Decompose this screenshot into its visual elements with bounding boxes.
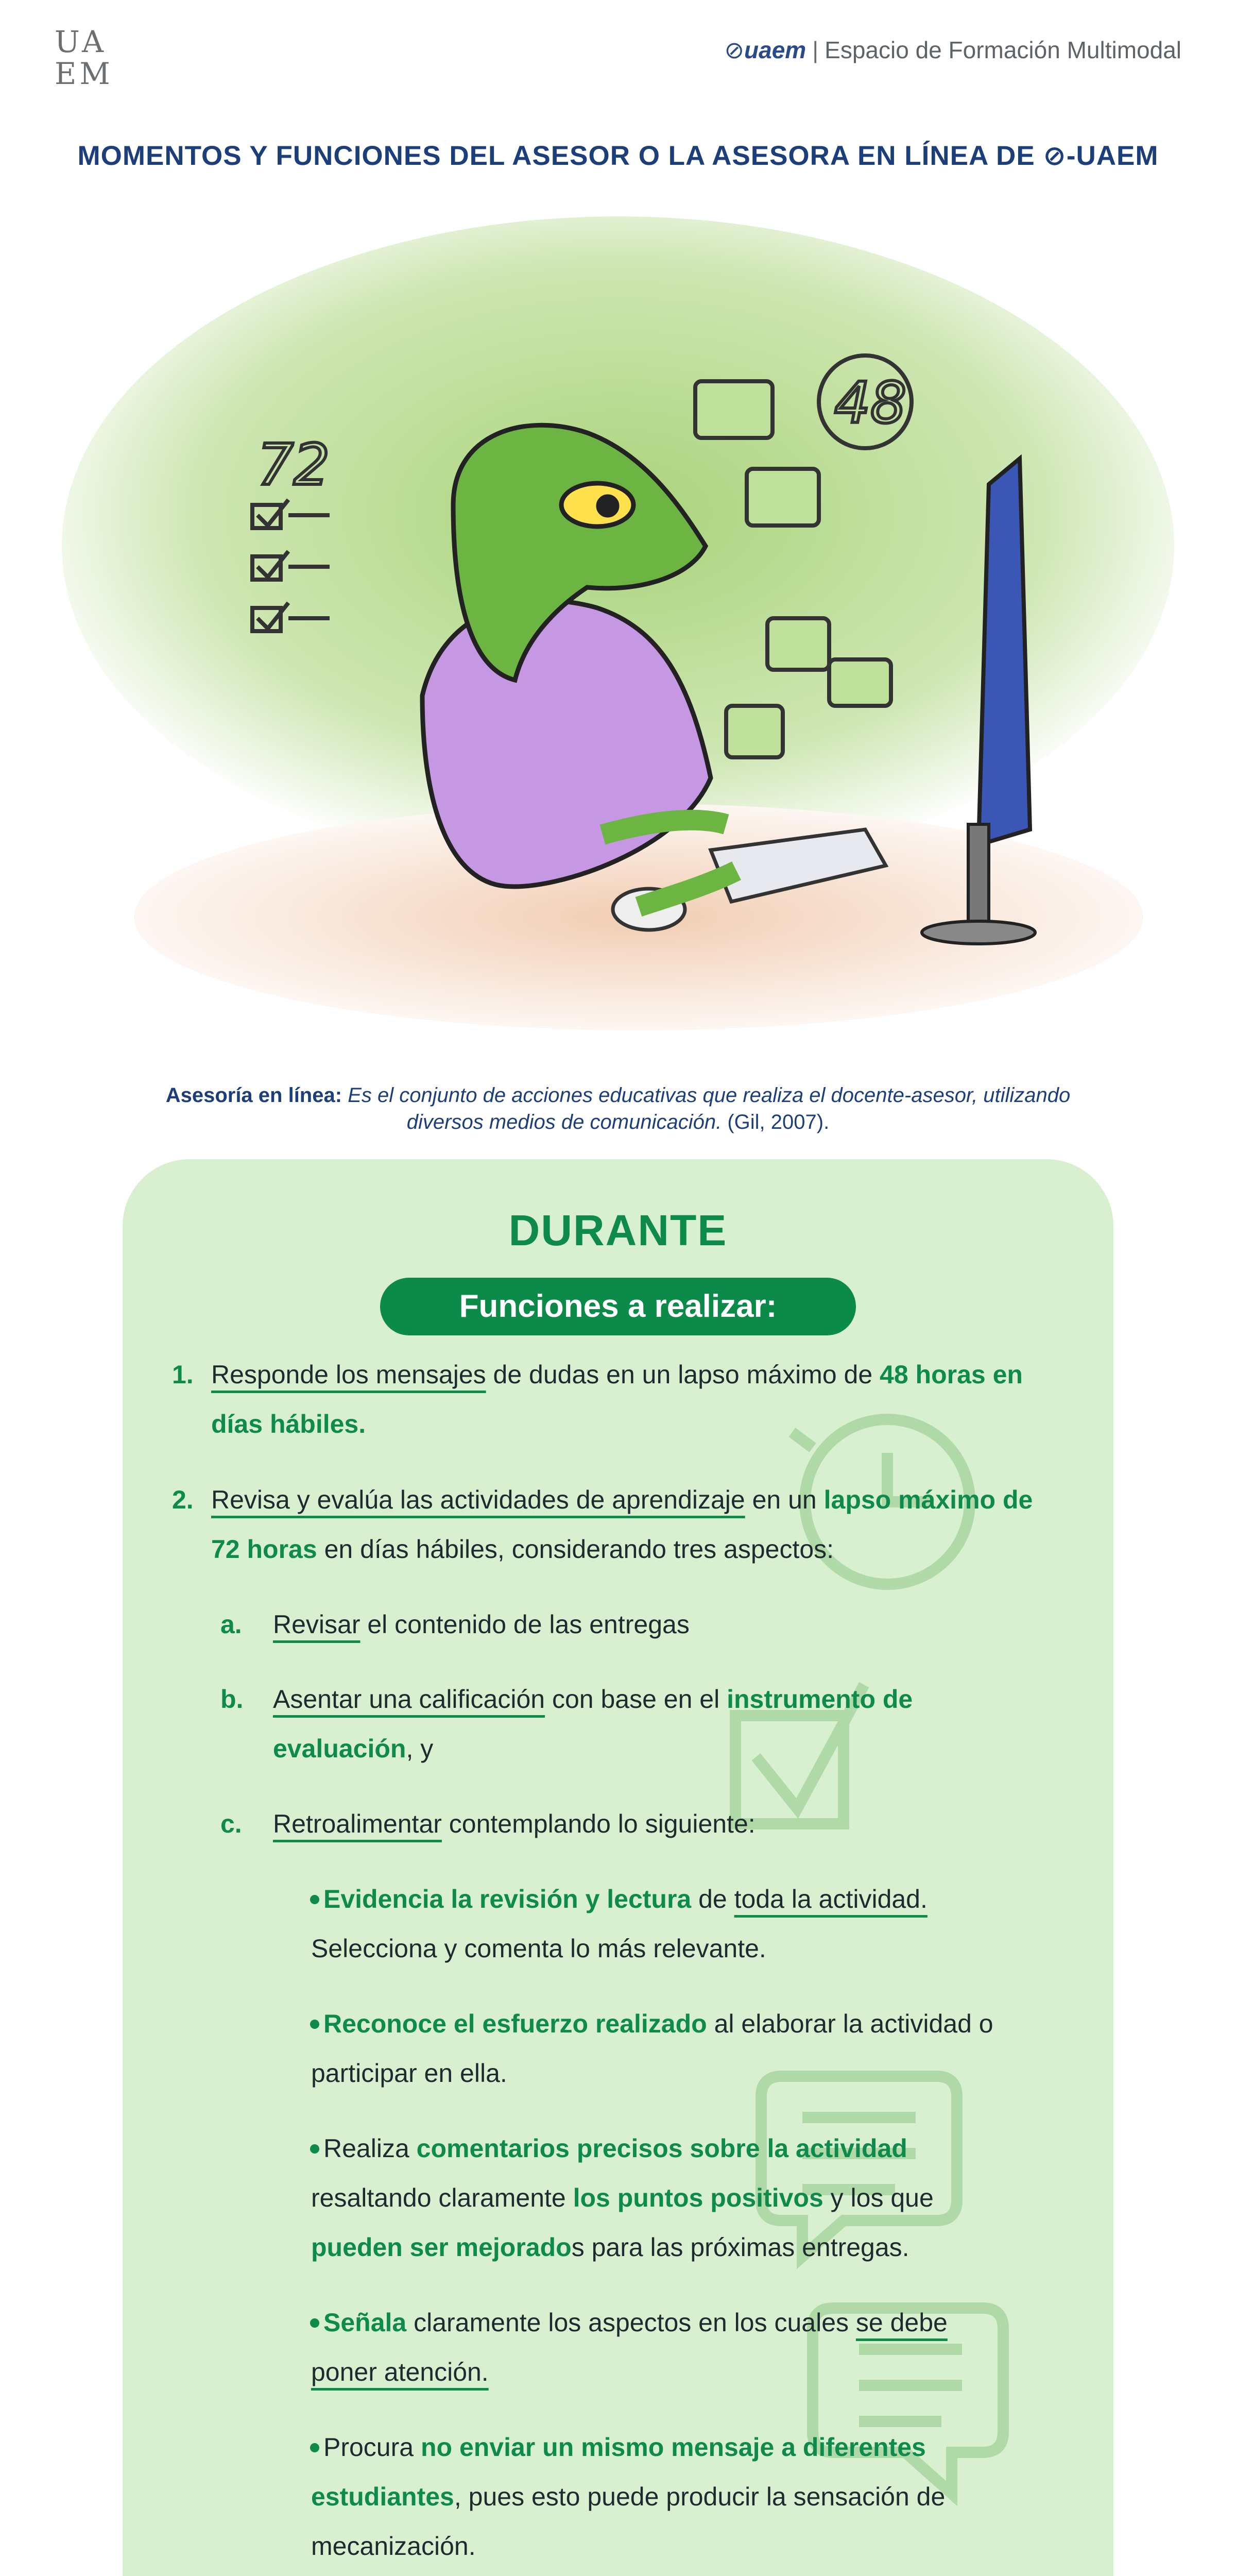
item-1-text: Responde los mensajes de dudas en un lapso máximo de 48 horas en días hábiles. [211,1360,1023,1438]
bullet-3-text: Realiza comentarios precisos sobre la actividad resaltando claramente los puntos positivos y los que pueden ser mejorados para las próximas entregas. [311,2134,934,2262]
definition-citation: (Gil, 2007). [727,1111,830,1133]
bullet-2-text: Reconoce el esfuerzo realizado al elaborar la actividad o participar en ella. [311,2009,993,2088]
item-2b-letter: b. [220,1685,244,1714]
panel-heading: DURANTE [508,1206,728,1255]
item-2b-text: Asentar una calificación con base en el instrumento de evaluación, y [273,1685,913,1763]
bubble-number: 48 [834,370,906,436]
page-title: MOMENTOS Y FUNCIONES DEL ASESOR O LA ASESORA EN LÍNEA DE ⊘-UAEM [77,141,1159,171]
uaem-globe-icon: ⊘ [724,37,745,63]
bullet-1-text: Evidencia la revisión y lectura de toda la actividad. Selecciona y comenta lo más relevante. [311,1885,928,1963]
item-2c-letter: c. [220,1809,242,1838]
sticky-number: 72 [258,432,330,498]
item-2-text: Revisa y evalúa las actividades de aprendizaje en un lapso máximo de 72 horas en días hábiles, considerando tres aspectos: [211,1485,1033,1564]
brand-header [724,36,1181,64]
brand-separator: | [812,37,819,63]
item-2-number: 2. [172,1485,194,1514]
item-2c-text: Retroalimentar contemplando lo siguiente: [273,1809,756,1838]
definition-caption [154,1082,1082,1136]
item-1-number: 1. [172,1360,194,1389]
functions-label: Funciones a realizar: [380,1278,856,1335]
durante-panel [123,1159,1113,2576]
site-name: Espacio de Formación Multimodal [825,37,1181,63]
bullet-4-text: Señala claramente los aspectos en los cuales se debe poner atención. [311,2308,948,2386]
chameleon-at-computer-illustration [62,216,1174,1041]
definition-text: Es el conjunto de acciones educativas que realiza el docente-asesor, utilizando diversos medios de comunicación. [348,1084,1071,1133]
item-2a-text: Revisar el contenido de las entregas [273,1610,690,1639]
uaem-logo: UA EM [55,24,113,91]
bullet-5-text: Procura no enviar un mismo mensaje a diferentes estudiantes, pues esto puede producir la sensación de mecanización. [311,2433,946,2561]
item-2a-letter: a. [220,1610,242,1639]
definition-lead: Asesoría en línea: [165,1084,342,1107]
brand-name: uaem [744,37,806,63]
